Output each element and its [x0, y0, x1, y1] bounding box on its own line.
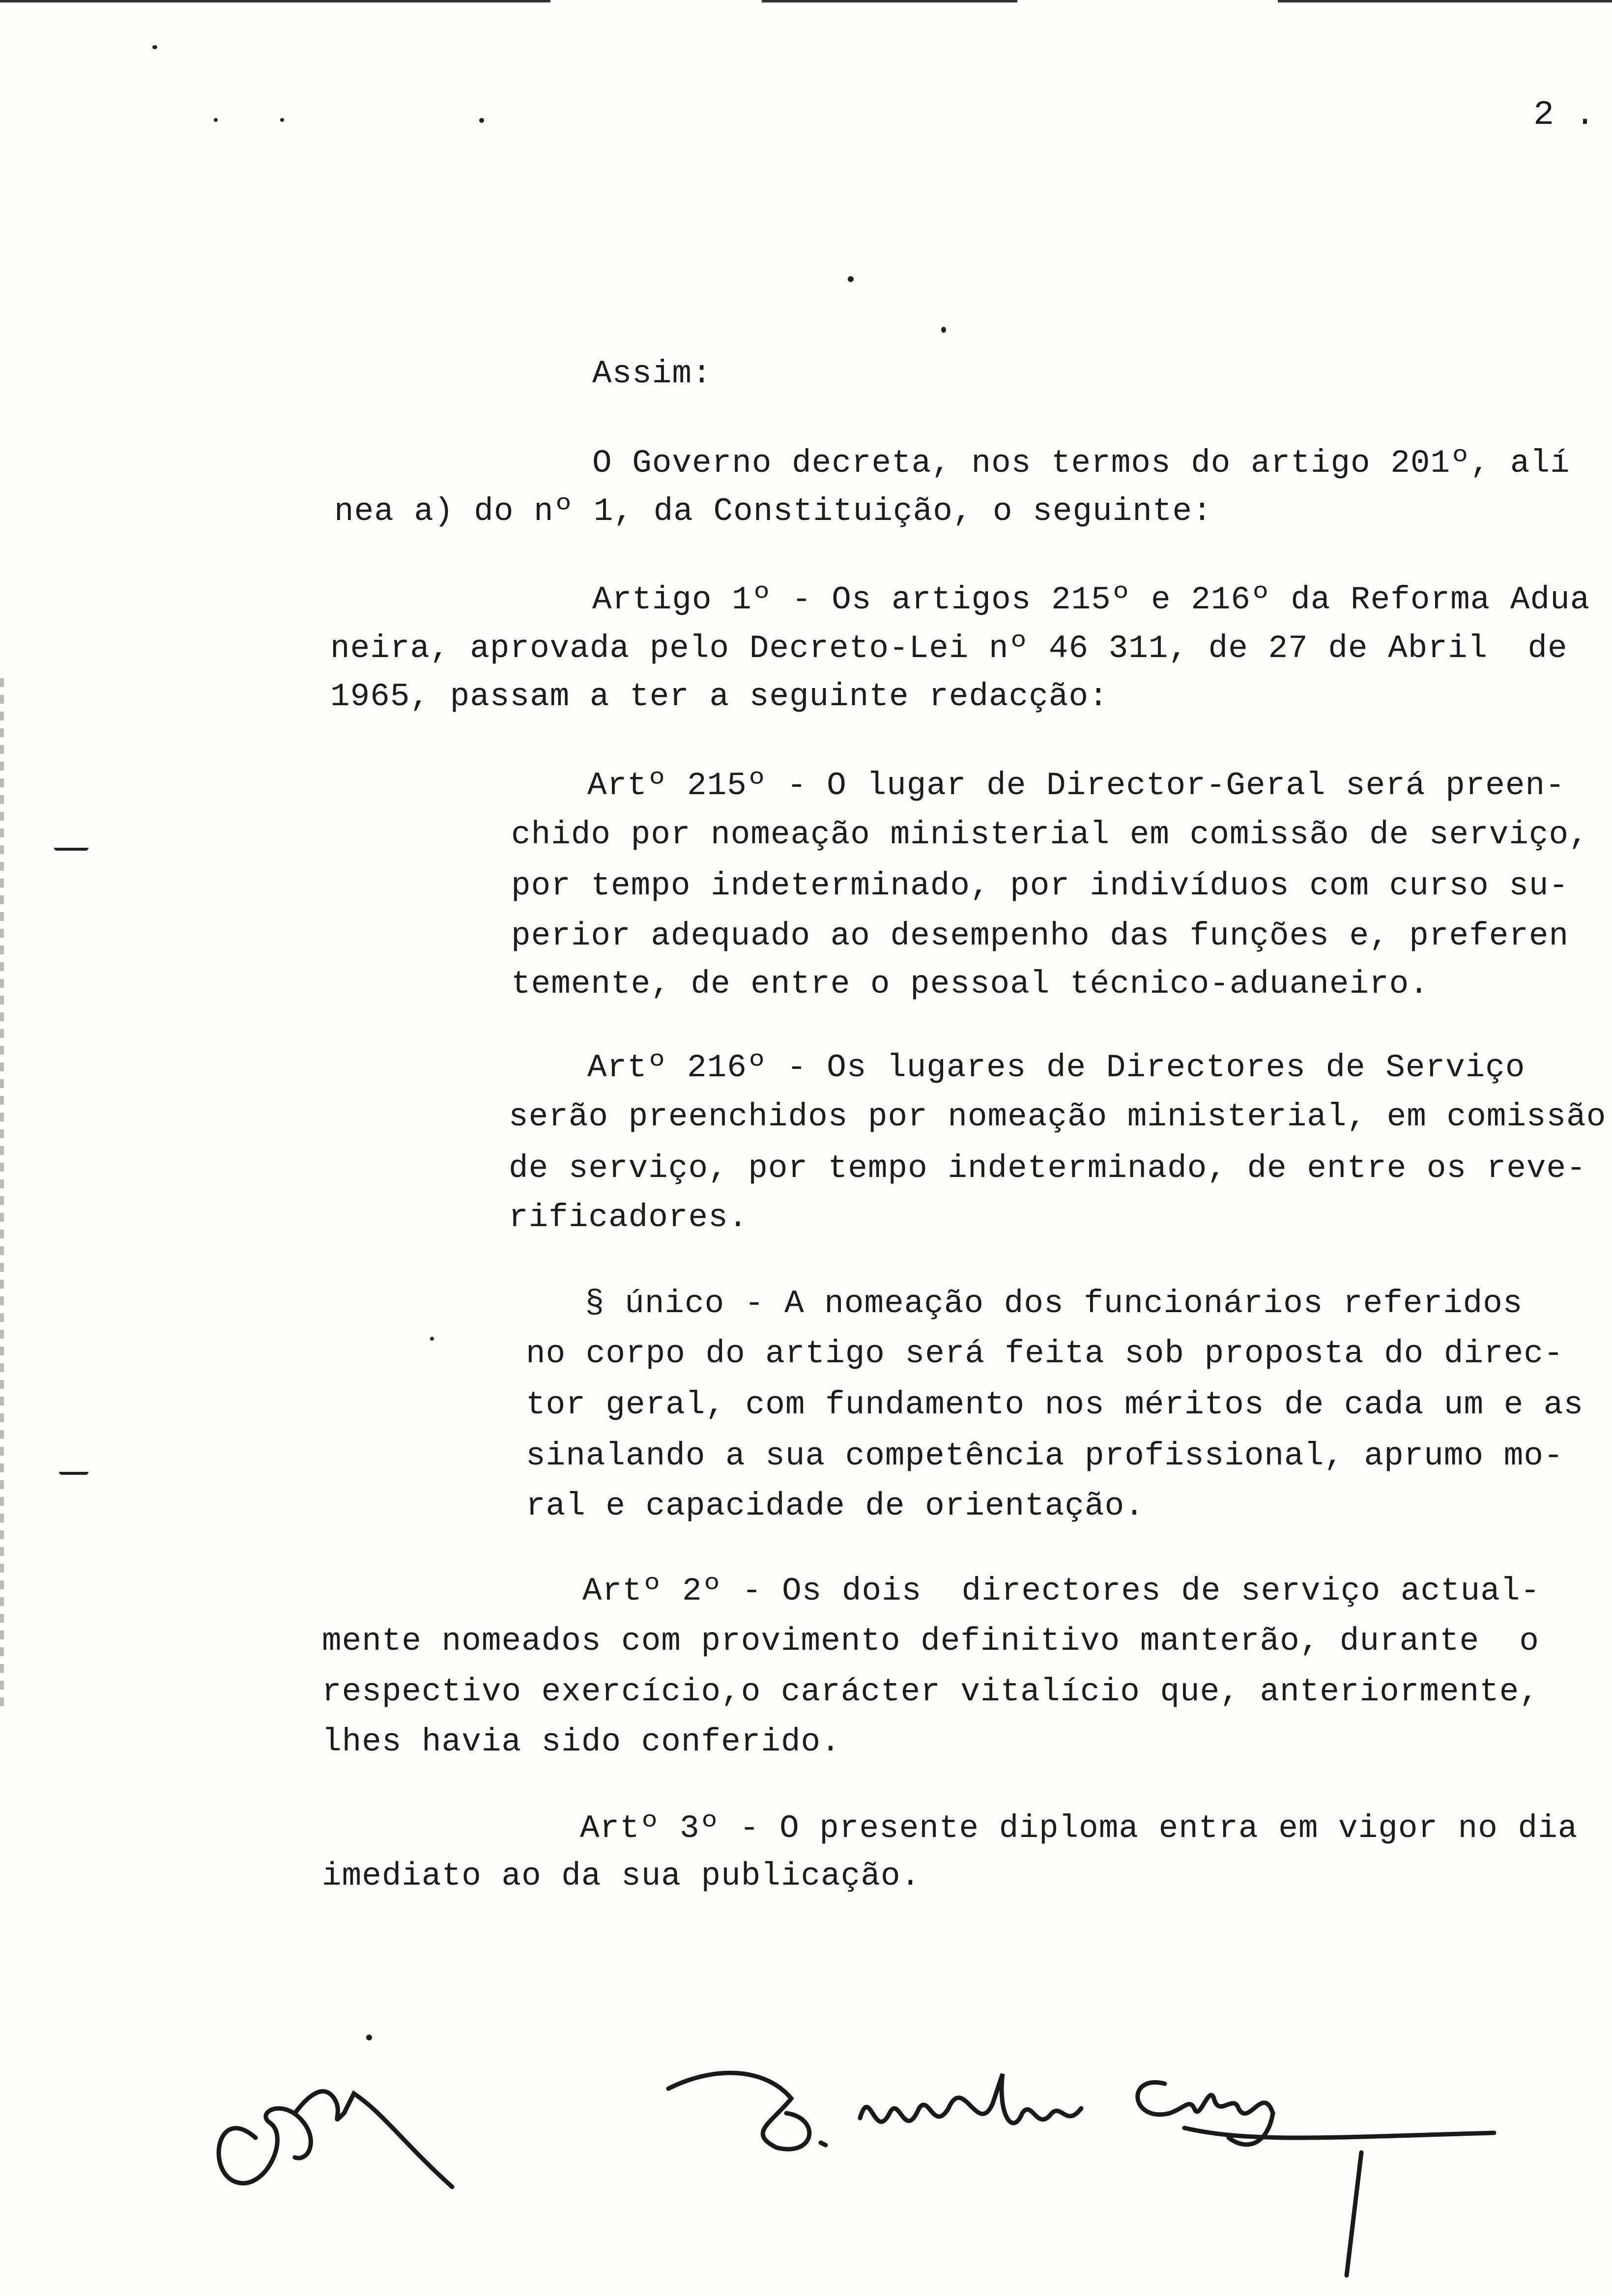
scan-speck: [152, 45, 157, 49]
text-line: no corpo do artigo será feita sob proposta do direc-: [526, 1335, 1564, 1372]
top-edge-rule: [1278, 0, 1612, 2]
text-line: temente, de entre o pessoal técnico-aduaneiro.: [511, 966, 1429, 1003]
text-line: Artº 3º - O presente diploma entra em vigor no dia: [580, 1810, 1578, 1847]
text-line: serão preenchidos por nomeação ministerial, em comissão: [509, 1098, 1607, 1135]
scan-speck: [941, 327, 946, 333]
text-line: neira, aprovada pelo Decreto-Lei nº 46 311, de 27 de Abril de: [330, 630, 1568, 667]
scan-speck: [848, 276, 854, 282]
text-line: rificadores.: [509, 1199, 748, 1236]
scan-speck: [430, 1337, 434, 1341]
text-line: Artº 216º - Os lugares de Directores de Serviço: [587, 1049, 1526, 1086]
text-line: Artº 2º - Os dois directores de serviço actual-: [582, 1573, 1541, 1609]
top-edge-rule: [0, 0, 550, 2]
text-line: tor geral, com fundamento nos méritos de cada um e as: [526, 1386, 1584, 1423]
text-line: chido por nomeação ministerial em comissão de serviço,: [511, 816, 1589, 853]
text-line: Assim:: [592, 355, 712, 392]
scan-speck: [59, 1472, 88, 1475]
scan-speck: [54, 848, 88, 851]
text-line: Artigo 1º - Os artigos 215º e 216º da Reforma Adua: [592, 581, 1590, 618]
page-number: 2 .: [1533, 96, 1596, 135]
text-line: lhes havia sido conferido.: [322, 1723, 841, 1760]
text-line: perior adequado ao desempenho das funções e, preferen: [511, 918, 1569, 954]
text-line: § único - A nomeação dos funcionários referidos: [585, 1285, 1523, 1322]
text-line: ral e capacidade de orientação.: [526, 1488, 1145, 1524]
text-line: mente nomeados com provimento definitivo manterão, durante o: [322, 1623, 1539, 1660]
top-edge-rule: [762, 0, 1017, 2]
text-line: respectivo exercício,o carácter vitalício que, anteriormente,: [322, 1673, 1539, 1710]
right-signature: [659, 2054, 1504, 2290]
text-line: de serviço, por tempo indeterminado, de entre os reve-: [509, 1150, 1586, 1187]
text-line: por tempo indeterminado, por indivíduos com curso su-: [511, 867, 1569, 904]
scan-speck: [479, 118, 484, 123]
text-line: sinalando a sua competência profissional, aprumo mo-: [526, 1437, 1564, 1474]
text-line: imediato ao da sua publicação.: [322, 1858, 921, 1894]
left-signature: [197, 2025, 472, 2202]
text-line: O Governo decreta, nos termos do artigo 201º, alí: [592, 445, 1570, 482]
left-margin-perforation: [0, 678, 4, 1710]
text-line: nea a) do nº 1, da Constituição, o seguinte:: [334, 493, 1212, 530]
text-line: Artº 215º - O lugar de Director-Geral será preen-: [587, 767, 1565, 804]
text-line: 1965, passam a ter a seguinte redacção:: [330, 678, 1109, 715]
scan-speck: [280, 118, 284, 122]
scan-speck: [214, 118, 218, 122]
